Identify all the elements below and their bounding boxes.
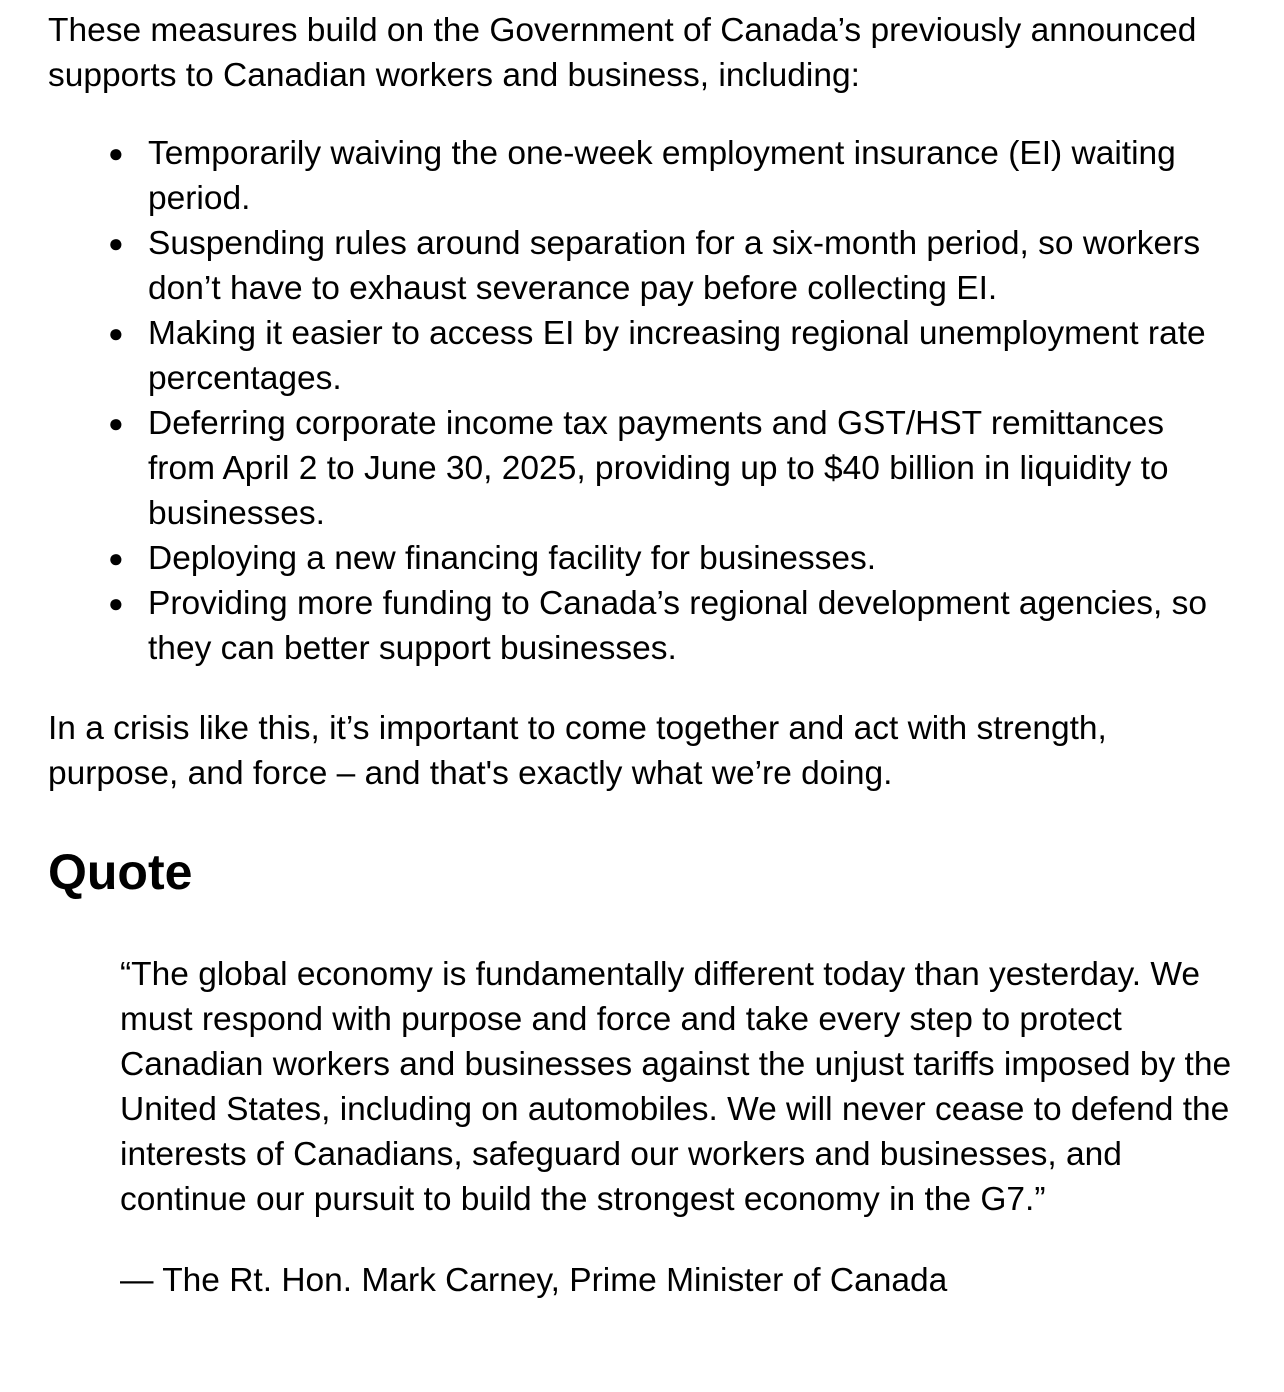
bullet-icon: ●: [108, 588, 124, 618]
supports-list: [48, 131, 1236, 671]
bullet-icon: ●: [108, 318, 124, 348]
list-item: [108, 221, 1236, 311]
list-item-text: Deferring corporate income tax payments and GST/HST remittances from April 2 to June 30, 2025, providing up to $40 billion in liquidity to businesses.: [148, 405, 1169, 532]
list-item: [108, 536, 1236, 581]
list-item: [108, 401, 1236, 536]
quote-heading: Quote: [48, 844, 193, 900]
list-item-text: Providing more funding to Canada’s regional development agencies, so they can better support businesses.: [148, 585, 1208, 667]
list-item: [108, 131, 1236, 221]
bullet-icon: ●: [108, 138, 124, 168]
quote-attribution: — The Rt. Hon. Mark Carney, Prime Minister of Canada: [120, 1262, 948, 1299]
intro-paragraph: These measures build on the Government of Canada’s previously announced supports to Canadian workers and business, including:: [48, 12, 1197, 94]
list-item-text: Suspending rules around separation for a six-month period, so workers don’t have to exhaust severance pay before collecting EI.: [148, 225, 1201, 307]
quote-block: [120, 952, 1236, 1303]
bullet-icon: ●: [108, 543, 124, 573]
list-item: [108, 311, 1236, 401]
bullet-icon: ●: [108, 228, 124, 258]
bullet-icon: ●: [108, 408, 124, 438]
list-item-text: Temporarily waiving the one-week employment insurance (EI) waiting period.: [148, 135, 1176, 217]
list-item: [108, 581, 1236, 671]
closing-paragraph: In a crisis like this, it’s important to come together and act with strength, purpose, and force – and that's exactly what we’re doing.: [48, 710, 1107, 792]
quote-text: “The global economy is fundamentally different today than yesterday. We must respond with purpose and force and take every step to protect Canadian workers and businesses against the unjust tariffs imposed by the United States, including on automobiles. We will never cease to defend the interests of Canadians, safeguard our workers and businesses, and continue our pursuit to build the strongest economy in the G7.”: [120, 956, 1232, 1218]
list-item-text: Making it easier to access EI by increasing regional unemployment rate percentages.: [148, 315, 1206, 397]
list-item-text: Deploying a new financing facility for businesses.: [148, 540, 877, 577]
